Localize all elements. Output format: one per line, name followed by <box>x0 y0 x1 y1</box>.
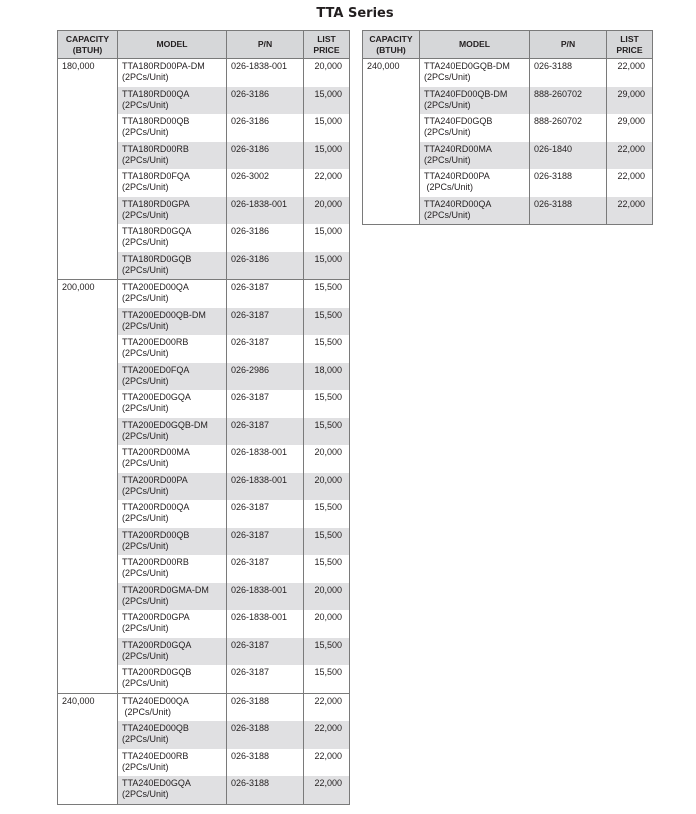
part-number-cell: 026-3187 <box>227 500 304 528</box>
part-number-cell: 026-3187 <box>227 638 304 666</box>
list-price-cell: 22,000 <box>607 197 653 225</box>
model-note: (2PCs/Unit) <box>122 734 169 744</box>
price-table-left <box>57 30 350 805</box>
part-number-cell: 026-3187 <box>227 528 304 556</box>
model-name: TTA240RD00PA <box>424 171 490 181</box>
model-cell <box>420 197 530 225</box>
list-price-cell: 20,000 <box>304 583 350 611</box>
model-cell <box>118 721 227 749</box>
model-cell <box>118 583 227 611</box>
model-note: (2PCs/Unit) <box>122 650 169 661</box>
model-note: (2PCs/Unit) <box>122 320 169 331</box>
header-list-price: LIST PRICE <box>304 31 350 59</box>
model-cell <box>118 252 227 280</box>
model-cell <box>118 610 227 638</box>
list-price-cell: 15,500 <box>304 500 350 528</box>
model-name: TTA180RD00QB <box>122 116 190 126</box>
header-capacity: CAPACITY (BTUH) <box>363 31 420 59</box>
part-number-cell: 026-3187 <box>227 418 304 446</box>
model-name: TTA200RD0GMA-DM <box>122 584 209 595</box>
part-number-cell: 026-1838-001 <box>227 197 304 225</box>
model-note: (2PCs/Unit) <box>122 403 169 413</box>
model-name: TTA200ED00QA <box>122 282 189 292</box>
list-price-cell: 15,500 <box>304 418 350 446</box>
model-cell <box>118 445 227 473</box>
model-note: (2PCs/Unit) <box>122 127 169 137</box>
model-cell <box>118 693 227 721</box>
list-price-cell: 15,000 <box>304 224 350 252</box>
model-name: TTA180RD00QA <box>122 88 190 99</box>
list-price-cell: 15,500 <box>304 335 350 363</box>
list-price-cell: 15,500 <box>304 555 350 583</box>
capacity-cell: 180,000 <box>58 59 118 280</box>
model-name: TTA180RD00PA-DM <box>122 61 205 71</box>
header-model: MODEL <box>118 31 227 59</box>
part-number-cell: 026-3186 <box>227 224 304 252</box>
model-note: (2PCs/Unit) <box>424 182 474 192</box>
part-number-cell: 026-3187 <box>227 335 304 363</box>
list-price-cell: 22,000 <box>607 59 653 87</box>
part-number-cell: 026-3186 <box>227 114 304 142</box>
part-number-cell: 026-3188 <box>530 169 607 197</box>
model-cell <box>118 665 227 693</box>
model-note: (2PCs/Unit) <box>122 761 169 772</box>
part-number-cell: 026-1838-001 <box>227 473 304 501</box>
list-price-cell: 15,000 <box>304 114 350 142</box>
model-note: (2PCs/Unit) <box>122 72 169 82</box>
model-name: TTA180RD0GPA <box>122 198 190 209</box>
part-number-cell: 026-3188 <box>227 721 304 749</box>
header-pn: P/N <box>530 31 607 59</box>
model-name: TTA200RD00MA <box>122 447 190 457</box>
model-note: (2PCs/Unit) <box>424 209 471 220</box>
model-cell <box>118 473 227 501</box>
part-number-cell: 888-260702 <box>530 114 607 142</box>
model-note: (2PCs/Unit) <box>122 264 169 275</box>
model-cell <box>118 555 227 583</box>
model-note: (2PCs/Unit) <box>122 375 169 386</box>
model-cell <box>118 418 227 446</box>
model-name: TTA200RD00QA <box>122 502 190 512</box>
model-note: (2PCs/Unit) <box>122 209 169 220</box>
model-name: TTA200ED00RB <box>122 337 189 347</box>
model-note: (2PCs/Unit) <box>122 99 169 110</box>
page-title: TTA Series <box>316 6 394 21</box>
model-note: (2PCs/Unit) <box>122 458 169 468</box>
list-price-cell: 22,000 <box>607 142 653 170</box>
list-price-cell: 29,000 <box>607 114 653 142</box>
model-name: TTA200ED0GQB-DM <box>122 419 208 430</box>
part-number-cell: 026-2986 <box>227 363 304 391</box>
model-note: (2PCs/Unit) <box>424 72 471 82</box>
part-number-cell: 026-1838-001 <box>227 59 304 87</box>
list-price-cell: 18,000 <box>304 363 350 391</box>
model-note: (2PCs/Unit) <box>122 706 172 717</box>
model-note: (2PCs/Unit) <box>424 99 471 110</box>
list-price-cell: 20,000 <box>304 59 350 87</box>
model-cell <box>420 87 530 115</box>
table-row <box>363 59 653 87</box>
table-row <box>58 280 350 308</box>
model-note: (2PCs/Unit) <box>122 348 169 358</box>
model-name: TTA200RD00PA <box>122 474 188 485</box>
capacity-cell: 240,000 <box>363 59 420 225</box>
part-number-cell: 026-3187 <box>227 390 304 418</box>
model-cell <box>118 390 227 418</box>
model-cell <box>420 169 530 197</box>
model-name: TTA200RD00QB <box>122 529 190 540</box>
model-cell <box>118 749 227 777</box>
model-note: (2PCs/Unit) <box>424 127 471 137</box>
capacity-cell: 200,000 <box>58 280 118 694</box>
model-cell <box>118 528 227 556</box>
model-cell <box>118 197 227 225</box>
list-price-cell: 15,000 <box>304 252 350 280</box>
model-cell <box>118 114 227 142</box>
model-name: TTA240ED0GQA <box>122 778 191 788</box>
list-price-cell: 15,500 <box>304 665 350 693</box>
model-name: TTA200RD0GQB <box>122 667 192 677</box>
list-price-cell: 15,500 <box>304 280 350 308</box>
model-cell <box>118 776 227 804</box>
part-number-cell: 026-3186 <box>227 142 304 170</box>
model-name: TTA180RD0FQA <box>122 171 190 181</box>
model-note: (2PCs/Unit) <box>122 513 169 523</box>
model-name: TTA240ED00QB <box>122 723 189 733</box>
model-name: TTA200RD0GQA <box>122 639 192 650</box>
part-number-cell: 026-3188 <box>227 693 304 721</box>
list-price-cell: 20,000 <box>304 197 350 225</box>
part-number-cell: 026-1838-001 <box>227 445 304 473</box>
part-number-cell: 026-3002 <box>227 169 304 197</box>
model-name: TTA200ED00QB-DM <box>122 309 206 320</box>
list-price-cell: 15,500 <box>304 638 350 666</box>
model-note: (2PCs/Unit) <box>122 568 169 578</box>
list-price-cell: 15,000 <box>304 142 350 170</box>
header-row <box>363 31 653 59</box>
table-row <box>58 693 350 721</box>
header-row <box>58 31 350 59</box>
part-number-cell: 026-1838-001 <box>227 610 304 638</box>
model-name: TTA180RD0GQA <box>122 226 192 236</box>
header-model: MODEL <box>420 31 530 59</box>
model-name: TTA200RD0GPA <box>122 612 190 622</box>
part-number-cell: 026-3187 <box>227 308 304 336</box>
model-name: TTA240ED00QA <box>122 695 189 706</box>
model-cell <box>118 87 227 115</box>
table-row <box>58 59 350 87</box>
model-name: TTA240ED0GQB-DM <box>424 61 510 71</box>
model-cell <box>118 142 227 170</box>
price-table-right <box>362 30 653 225</box>
model-cell <box>118 280 227 308</box>
capacity-cell: 240,000 <box>58 693 118 804</box>
model-cell <box>118 638 227 666</box>
model-name: TTA240RD00QA <box>424 198 492 209</box>
list-price-cell: 15,500 <box>304 308 350 336</box>
list-price-cell: 20,000 <box>304 445 350 473</box>
part-number-cell: 026-3187 <box>227 555 304 583</box>
model-cell <box>118 335 227 363</box>
model-cell <box>420 142 530 170</box>
list-price-cell: 22,000 <box>304 749 350 777</box>
part-number-cell: 026-3187 <box>227 665 304 693</box>
list-price-cell: 15,500 <box>304 390 350 418</box>
model-name: TTA200ED0FQA <box>122 364 190 375</box>
part-number-cell: 026-3186 <box>227 87 304 115</box>
model-name: TTA240FD0GQB <box>424 116 493 126</box>
model-note: (2PCs/Unit) <box>122 154 169 165</box>
list-price-cell: 22,000 <box>304 169 350 197</box>
part-number-cell: 026-3188 <box>227 749 304 777</box>
model-note: (2PCs/Unit) <box>122 623 169 633</box>
list-price-cell: 15,500 <box>304 528 350 556</box>
model-note: (2PCs/Unit) <box>122 430 169 441</box>
list-price-cell: 22,000 <box>304 776 350 804</box>
header-list-price: LIST PRICE <box>607 31 653 59</box>
header-capacity: CAPACITY (BTUH) <box>58 31 118 59</box>
model-name: TTA180RD00RB <box>122 143 189 154</box>
model-note: (2PCs/Unit) <box>122 678 169 688</box>
model-cell <box>118 169 227 197</box>
model-note: (2PCs/Unit) <box>122 237 169 247</box>
model-name: TTA240FD00QB-DM <box>424 88 508 99</box>
list-price-cell: 15,000 <box>304 87 350 115</box>
list-price-cell: 29,000 <box>607 87 653 115</box>
part-number-cell: 026-3188 <box>530 59 607 87</box>
part-number-cell: 888-260702 <box>530 87 607 115</box>
model-note: (2PCs/Unit) <box>122 485 169 496</box>
model-cell <box>118 308 227 336</box>
part-number-cell: 026-3188 <box>227 776 304 804</box>
model-name: TTA200ED0GQA <box>122 392 191 402</box>
model-cell <box>118 363 227 391</box>
list-price-cell: 22,000 <box>304 693 350 721</box>
part-number-cell: 026-3187 <box>227 280 304 308</box>
model-cell <box>118 59 227 87</box>
model-note: (2PCs/Unit) <box>122 595 169 606</box>
model-cell <box>420 59 530 87</box>
part-number-cell: 026-1838-001 <box>227 583 304 611</box>
part-number-cell: 026-3186 <box>227 252 304 280</box>
model-note: (2PCs/Unit) <box>122 789 169 799</box>
header-pn: P/N <box>227 31 304 59</box>
model-cell <box>118 500 227 528</box>
part-number-cell: 026-3188 <box>530 197 607 225</box>
part-number-cell: 026-1840 <box>530 142 607 170</box>
model-note: (2PCs/Unit) <box>122 293 169 303</box>
model-note: (2PCs/Unit) <box>122 540 169 551</box>
list-price-cell: 22,000 <box>607 169 653 197</box>
list-price-cell: 20,000 <box>304 610 350 638</box>
list-price-cell: 20,000 <box>304 473 350 501</box>
model-name: TTA200RD00RB <box>122 557 189 567</box>
model-cell <box>420 114 530 142</box>
list-price-cell: 22,000 <box>304 721 350 749</box>
model-cell <box>118 224 227 252</box>
model-note: (2PCs/Unit) <box>424 154 471 165</box>
model-note: (2PCs/Unit) <box>122 182 169 192</box>
model-name: TTA180RD0GQB <box>122 253 192 264</box>
model-name: TTA240ED00RB <box>122 750 189 761</box>
model-name: TTA240RD00MA <box>424 143 492 154</box>
